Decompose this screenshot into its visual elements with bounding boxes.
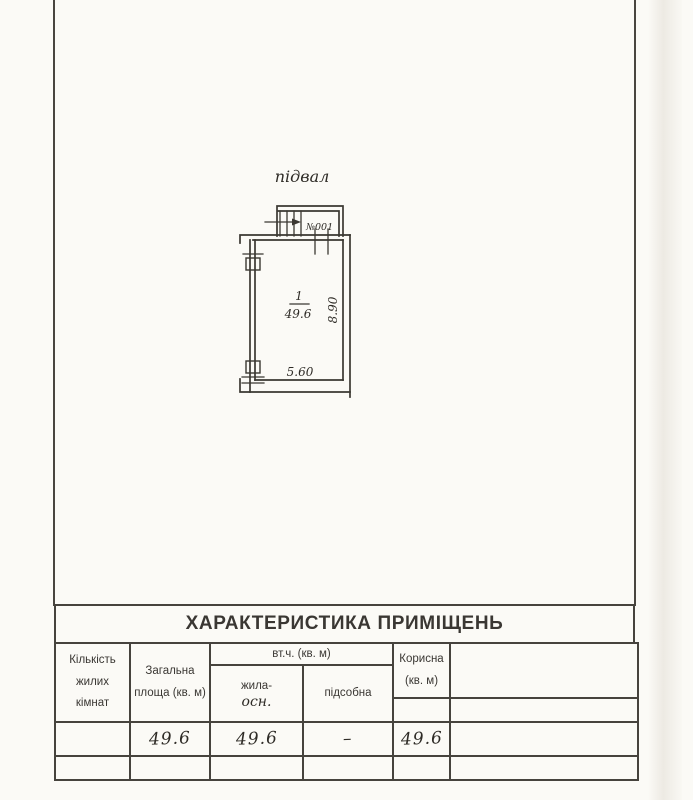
value-auxiliary-area-text: –: [342, 728, 354, 750]
value-living-area: [210, 722, 303, 756]
empty-row-cell-3: [210, 756, 303, 780]
header-useful-subcell: [393, 698, 450, 722]
floor-plan: [220, 150, 400, 410]
bottom-wall: [240, 379, 350, 392]
empty-row-cell-5: [393, 756, 450, 780]
value-extra: [450, 722, 638, 756]
header-extra-subcell: [450, 698, 638, 722]
room-area-label: 49.6: [284, 307, 312, 321]
page-frame-left-rule: [53, 0, 55, 606]
header-living-area-label: жила-: [240, 680, 273, 693]
stair-arrow-head: [292, 219, 301, 226]
empty-row-cell-2: [130, 756, 210, 780]
value-useful-area-text: 49.6: [400, 728, 443, 750]
value-total-area-text: 49.6: [148, 728, 192, 750]
header-including: вт.ч. (кв. м): [210, 643, 393, 665]
value-useful-area: [393, 722, 450, 756]
page-frame-right-rule: [634, 0, 636, 606]
stair-treads: [280, 211, 301, 236]
value-auxiliary-area: [303, 722, 393, 756]
characteristics-title: ХАРАКТЕРИСТИКА ПРИМІЩЕНЬ: [185, 613, 504, 634]
header-living-area: [210, 665, 303, 722]
characteristics-title-band: [54, 604, 635, 644]
characteristics-table: [54, 642, 639, 781]
room-height-dimension: 8.90: [326, 296, 340, 324]
wall-fixture-upper: [246, 258, 260, 270]
header-living-area-note: осн.: [241, 694, 272, 711]
top-wall: [240, 235, 350, 243]
left-wall: [250, 240, 255, 392]
basement-label: підвал: [274, 167, 330, 186]
value-rooms-count: [55, 722, 130, 756]
value-living-area-text: 49.6: [235, 728, 278, 750]
empty-row-cell-1: [55, 756, 130, 780]
right-wall: [343, 235, 350, 397]
header-useful-area: Корисна (кв. м): [393, 643, 450, 698]
value-total-area: [130, 722, 210, 756]
header-extra-cell: [450, 643, 638, 698]
stair-door-number-label: №001: [306, 222, 334, 233]
empty-row-cell-6: [450, 756, 638, 780]
header-auxiliary-area: підсобна: [303, 665, 393, 722]
scanner-edge-shadow: [648, 0, 682, 800]
wall-fixture-lower: [246, 361, 260, 373]
header-rooms-count: Кількість жилих кімнат: [55, 643, 130, 722]
room-number-label: 1: [295, 289, 303, 303]
header-total-area: Загальна площа (кв. м): [130, 643, 210, 722]
empty-row-cell-4: [303, 756, 393, 780]
room-width-dimension: 5.60: [286, 365, 314, 379]
